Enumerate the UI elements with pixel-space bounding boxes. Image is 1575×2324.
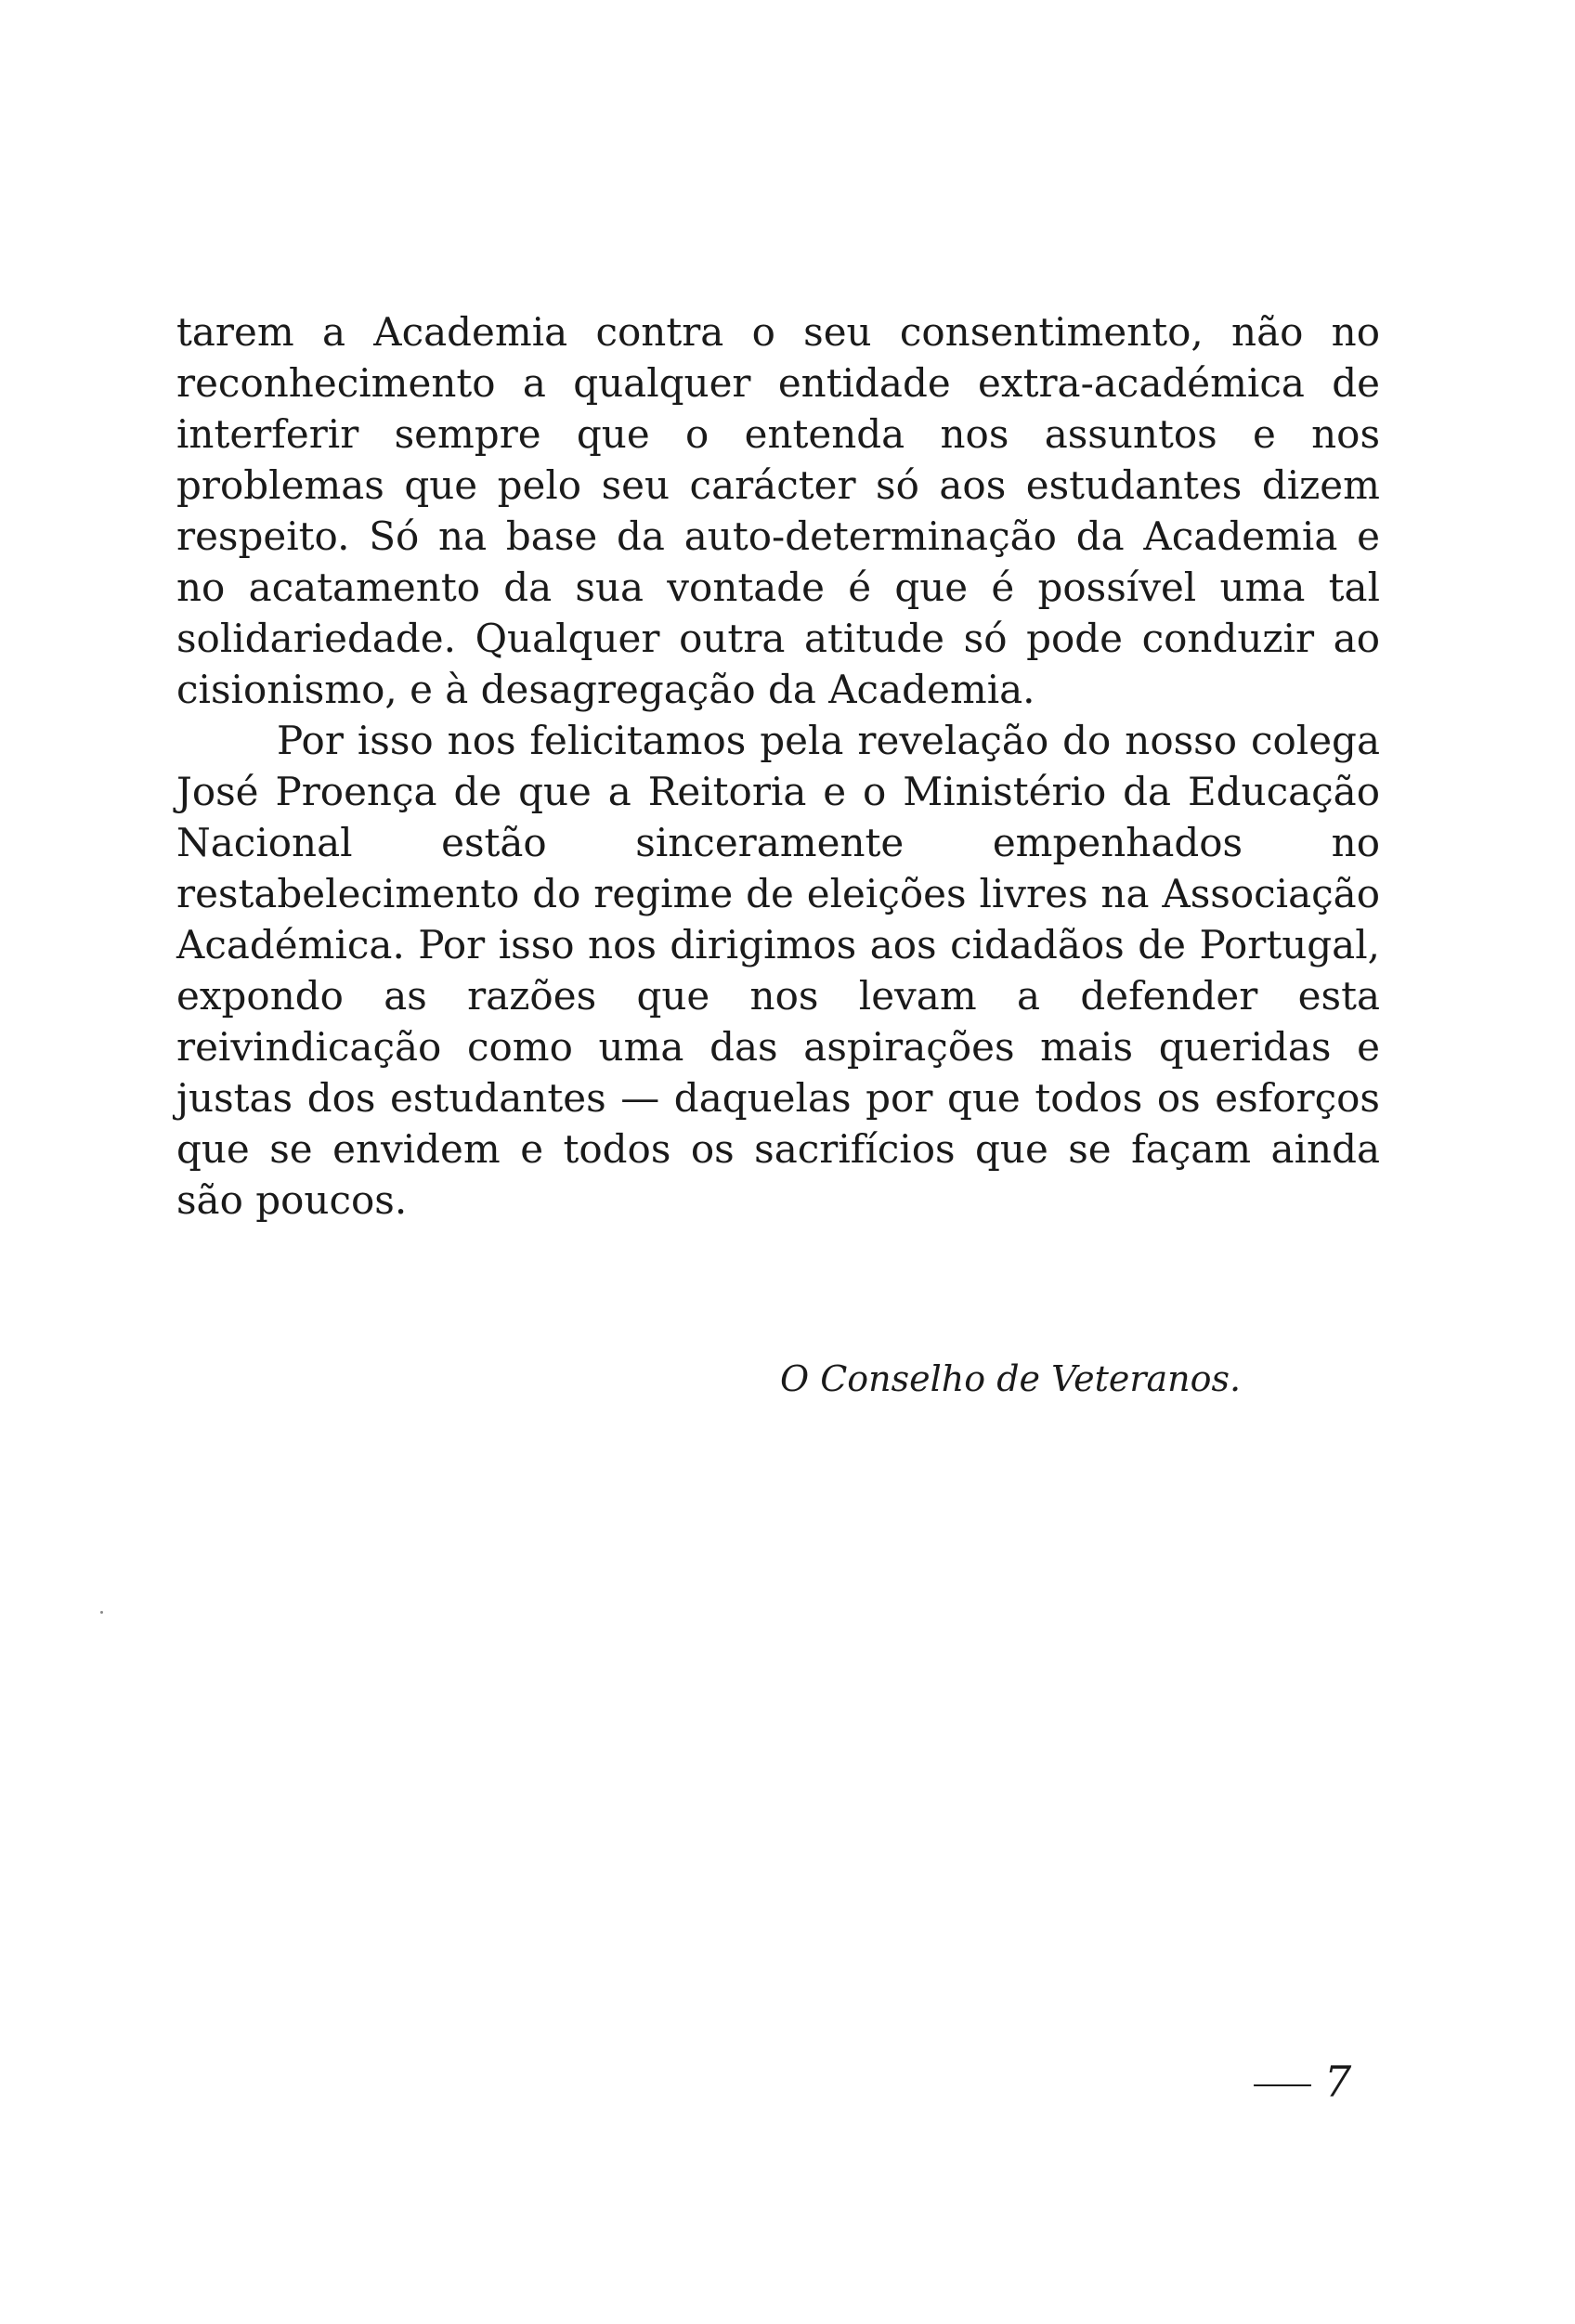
body-text (176, 306, 1380, 1226)
page-number-dash (1254, 2084, 1311, 2086)
paragraph-continuation: tarem a Academia contra o seu consentimento, não no reconhecimento a qualquer entidade extra-académica de interferir sempre que o entenda nos assuntos e nos problemas que pelo seu carácter só aos estudantes dizem respeito. Só na base da auto-determinação da Academia e no acatamento da sua vontade é que é possível uma tal solidariedade. Qualquer outra atitude só pode conduzir ao cisionismo, e à desagregação da Academia. (176, 309, 1380, 712)
page-number-group (1254, 2057, 1351, 2107)
page-number: 7 (1324, 2057, 1352, 2107)
signature: O Conselho de Veteranos. (780, 1358, 1242, 1399)
paragraph-main: Por isso nos felicitamos pela revelação do nosso colega José Proença de que a Reitoria e o Ministério da Educação Nacional estão sinceramente empenhados no restabelecimento do regime de eleições livres na Associação Académica. Por isso nos dirigimos aos cidadãos de Portugal, expondo as razões que nos levam a defender esta reivindicação como uma das aspirações mais queridas e justas dos estudantes — daquelas por que todos os esforços que se envidem e todos os sacrifícios que se façam ainda são poucos. (176, 718, 1380, 1223)
print-speck (100, 1611, 103, 1614)
